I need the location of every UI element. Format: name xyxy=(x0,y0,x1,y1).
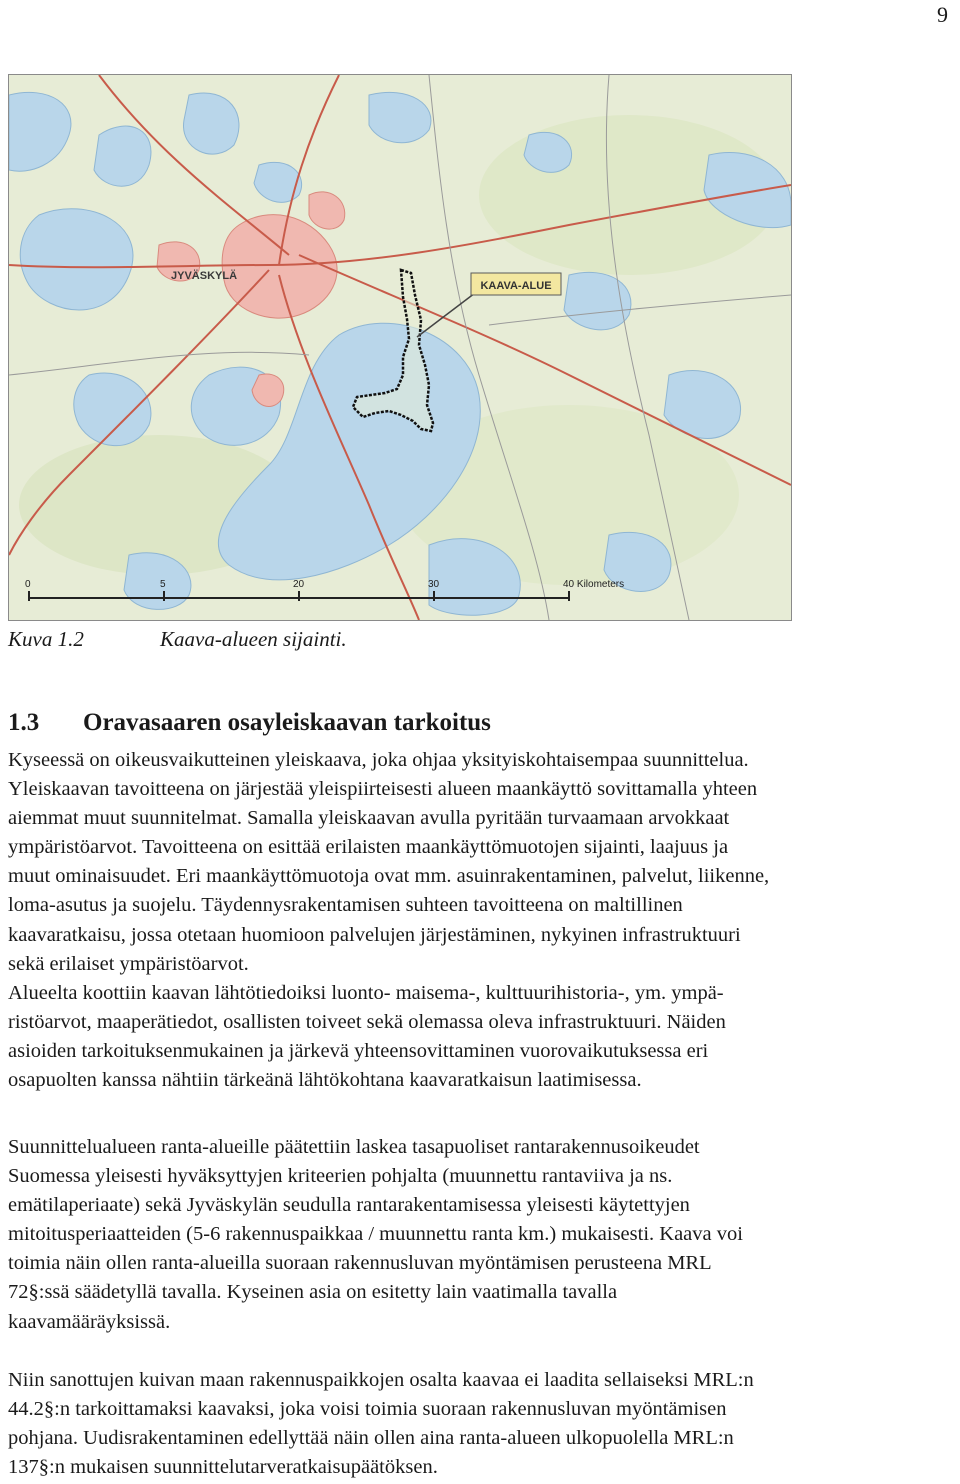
text-line: asioiden tarkoituksenmukainen ja järkevä yhteensovittaminen vuorovaikutuksessa eri xyxy=(8,1039,709,1062)
text-line: toimia näin ollen ranta-alueilla suoraan rakennusluvan myöntämisen perusteena MRL xyxy=(8,1252,712,1275)
city-label: JYVÄSKYLÄ xyxy=(171,270,238,282)
section-heading xyxy=(8,706,491,740)
figure-caption-text: Kaava-alueen sijainti. xyxy=(160,627,347,651)
scale-tick-2: 20 xyxy=(293,579,305,590)
text-line: ristöarvot, maaperätiedot, osallisten toiveet sekä olemassa oleva infrastruktuuri. Näiden xyxy=(8,1010,726,1033)
text-line: Suunnittelualueen ranta-alueille päätettiin laskea tasapuoliset rantarakennusoikeudet xyxy=(8,1136,700,1158)
scale-tick-4: 40 Kilometers xyxy=(563,579,625,590)
paragraph-shore-rights xyxy=(8,1133,958,1337)
text-line: 44.2§:n tarkoittamaksi kaavaksi, joka voisi toimia suoraan rakennusluvan myöntämisen xyxy=(8,1398,727,1421)
text-line: muut ominaisuudet. Eri maankäyttömuotoja ovat mm. asuinrakentaminen, palvelut, liikenne, xyxy=(8,865,770,888)
text-line: aiemmat muut suunnitelmat. Samalla yleiskaavan avulla pyritään turvaamaan arvokkaat xyxy=(8,807,730,830)
text-line: kaavaratkaisu, jossa otetaan huomioon palvelujen järjestäminen, nykyinen infrastruktuuri xyxy=(8,923,741,946)
figure-caption xyxy=(8,624,347,654)
scale-tick-1: 5 xyxy=(160,579,166,590)
text-line: kaavamääräyksissä. xyxy=(8,1310,171,1333)
text-line: Kyseessä on oikeusvaikutteinen yleiskaava, joka ohjaa yksityiskohtaisempaa suunnittelua. xyxy=(8,749,749,771)
figure-number: Kuva 1.2 xyxy=(8,627,84,651)
text-line: sekä erilaiset ympäristöarvot. xyxy=(8,952,249,975)
text-line: Yleiskaavan tavoitteena on järjestää yleispiirteisesti alueen maankäyttö sovittamalla yhteen xyxy=(8,778,758,801)
text-line: 137§:n mukaisen suunnittelutarveratkaisupäätöksen. xyxy=(8,1456,438,1479)
section-number: 1.3 xyxy=(8,709,40,736)
text-line: ympäristöarvot. Tavoitteena on esittää erilaisten maankäyttömuotojen sijainti, laajuus ja xyxy=(8,836,729,859)
section-title: Oravasaaren osayleiskaavan tarkoitus xyxy=(83,709,491,736)
text-line: osapuolten kanssa nähtiin tärkeänä lähtökohtana kaavaratkaisun laatimisessa. xyxy=(8,1069,642,1092)
paragraph-dry-land xyxy=(8,1366,958,1482)
area-label: KAAVA-ALUE xyxy=(480,280,552,292)
text-line: Alueelta koottiin kaavan lähtötiedoiksi luonto- maisema-, kulttuurihistoria-, ym. ympä- xyxy=(8,981,724,1004)
location-map xyxy=(8,74,792,621)
text-line: Niin sanottujen kuivan maan rakennuspaikkojen osalta kaavaa ei laadita sellaiseksi MRL:n xyxy=(8,1369,754,1391)
text-line: Suomessa yleisesti hyväksyttyjen kriteerien pohjalta (muunnettu rantaviiva ja ns. xyxy=(8,1165,673,1188)
text-line: 72§:ssä säädetyllä tavalla. Kyseinen asia on esitetty lain vaatimalla tavalla xyxy=(8,1281,618,1304)
scale-tick-0: 0 xyxy=(25,579,31,590)
scale-tick-3: 30 xyxy=(428,579,440,590)
text-line: emätilaperiaate) sekä Jyväskylän seudulla rantarakentamisessa yleisesti käytettyjen xyxy=(8,1194,690,1217)
paragraph-purpose xyxy=(8,746,958,1095)
text-line: pohjana. Uudisrakentaminen edellyttää näin ollen aina ranta-alueen ulkopuolella MRL:n xyxy=(8,1427,734,1450)
page-number: 9 xyxy=(937,2,948,27)
text-line: mitoitusperiaatteiden (5-6 rakennuspaikkaa / muunnettu ranta km.) mukaisesti. Kaava voi xyxy=(8,1223,743,1246)
text-line: loma-asutus ja suojelu. Täydennysrakentamisen suhteen tavoitteena on maltillinen xyxy=(8,894,683,917)
